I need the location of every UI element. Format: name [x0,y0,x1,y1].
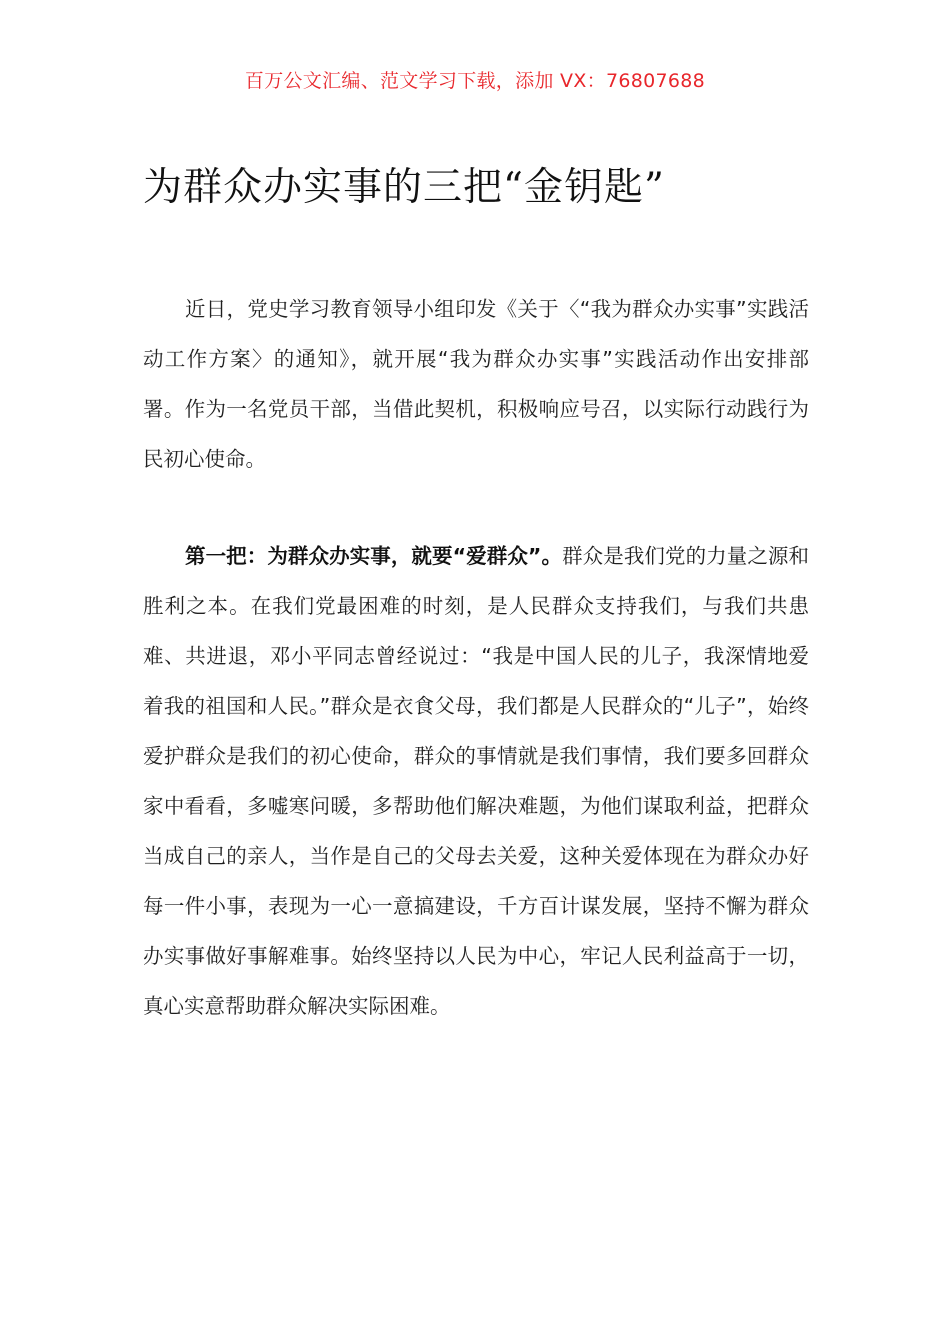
section-1-paragraph [143,531,809,1031]
section-1-lead: 第一把：为群众办实事，就要“爱群众”。 [185,544,563,568]
intro-paragraph: 近日，党史学习教育领导小组印发《关于〈“我为群众办实事”实践活动工作方案〉的通知》，就开展“我为群众办实事”实践活动作出安排部署。作为一名党员干部，当借此契机，积极响应号召，以实际行动践行为民初心使命。 [143,297,809,471]
header-watermark-note: 百万公文汇编、范文学习下载，添加 VX：76807688 [244,70,706,92]
document-title: 为群众办实事的三把“金钥匙” [143,165,665,210]
section-1-body: 群众是我们党的力量之源和胜利之本。在我们党最困难的时刻，是人民群众支持我们，与我们共患难、共进退，邓小平同志曾经说过：“我是中国人民的儿子，我深情地爱着我的祖国和人民。”群众是衣食父母，我们都是人民群众的“儿子”，始终爱护群众是我们的初心使命，群众的事情就是我们事情，我们要多回群众家中看看，多嘘寒问暖，多帮助他们解决难题，为他们谋取利益，把群众当成自己的亲人，当作是自己的父母去关爱，这种关爱体现在为群众办好每一件小事，表现为一心一意搞建设，千方百计谋发展，坚持不懈为群众办实事做好事解难事。始终坚持以人民为中心，牢记人民利益高于一切，真心实意帮助群众解决实际困难。 [143,544,809,1018]
